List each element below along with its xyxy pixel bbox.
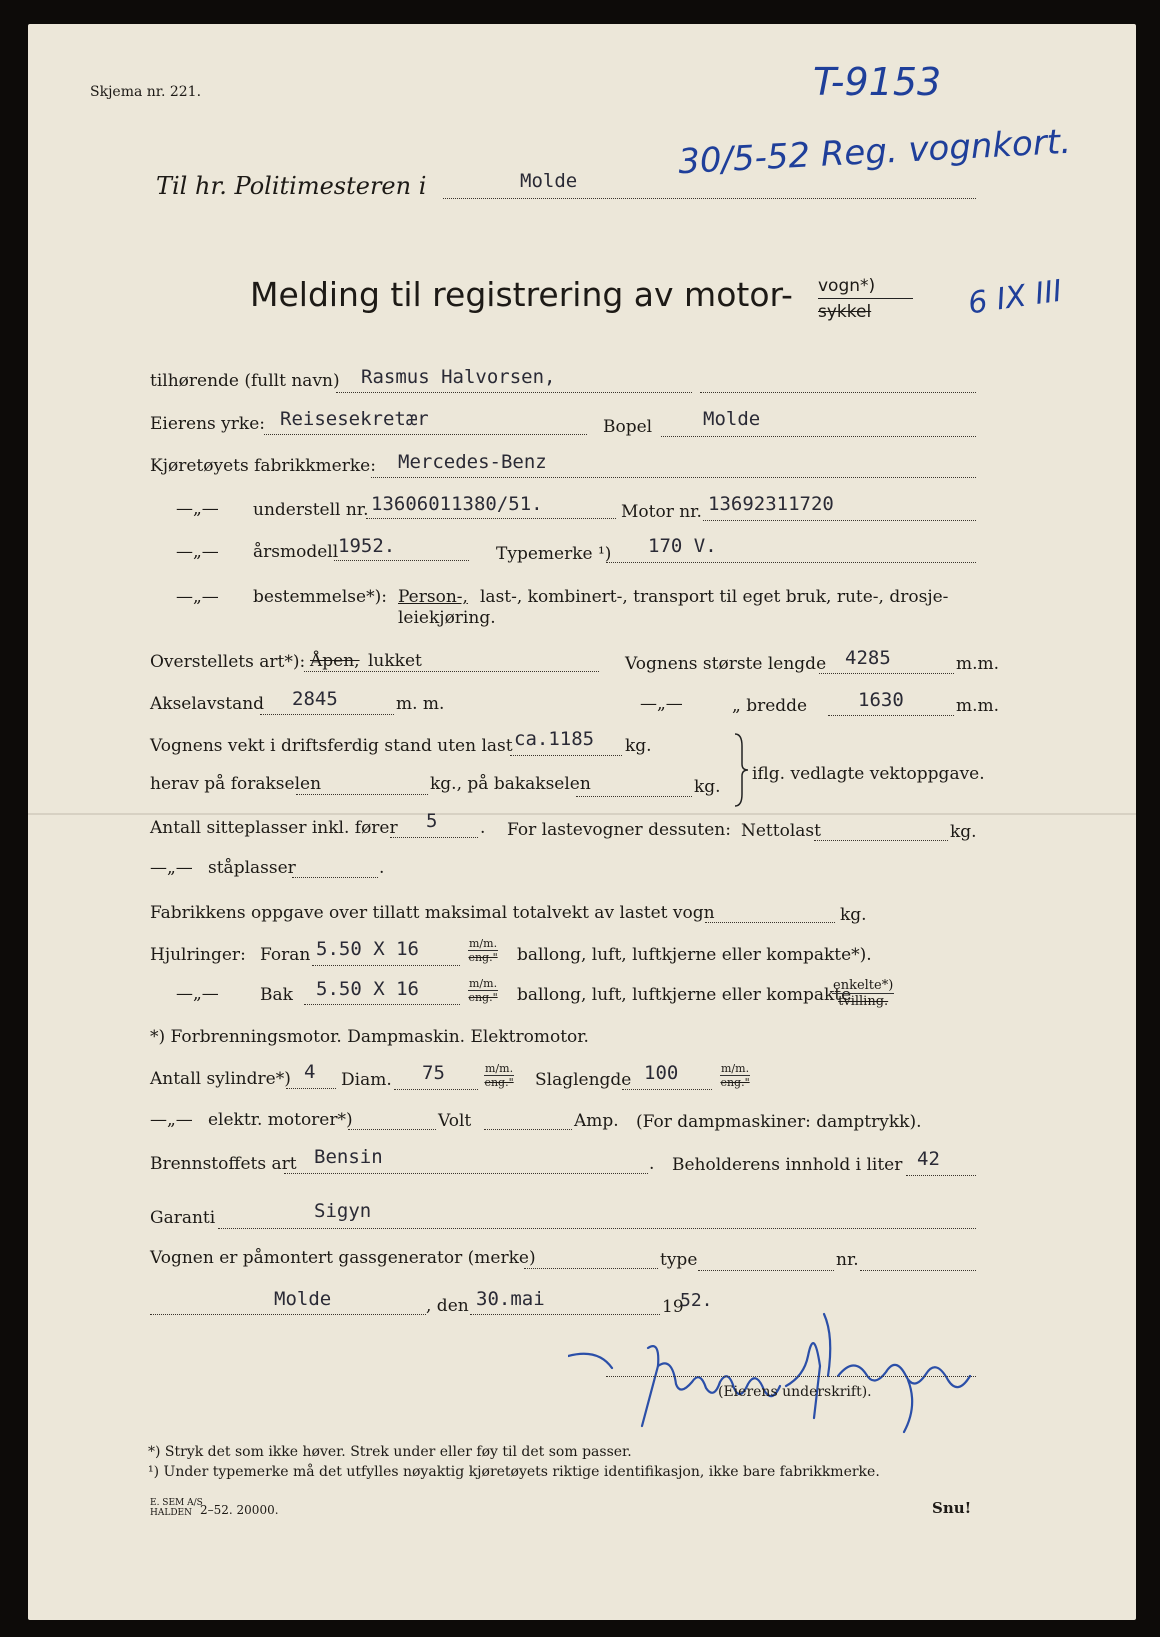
standing-line[interactable] [292,877,378,878]
tank-line [906,1175,976,1176]
weight-value[interactable]: ca.1185 [514,728,595,750]
cylinders-line [286,1088,336,1089]
occupation-line [264,434,587,435]
guarantee-value[interactable]: Sigyn [314,1200,372,1222]
turn-over: Snu! [932,1499,972,1517]
length-label: Vognens største lengde [625,654,827,674]
gasgen-label: Vognen er påmontert gassgenerator (merke) [150,1248,536,1268]
width-line [828,715,954,716]
amp-label: Amp. [574,1111,619,1131]
tyres-label: Hjulringer: [150,945,246,965]
owner-value[interactable]: Rasmus Halvorsen, [361,366,556,388]
wheelbase-label: Akselavstand [150,694,265,714]
netload-label: Nettolast [741,821,821,841]
chassis-line [366,518,616,519]
engine-types: *) Forbrenningsmotor. Dampmaskin. Elektromotor. [150,1027,589,1047]
addressee-label: Til hr. Politimesteren i [156,172,427,200]
place-value[interactable]: Molde [274,1288,332,1310]
guarantee-line [218,1228,976,1229]
gasgen-type-line[interactable] [698,1270,834,1271]
wheelbase-line [260,714,394,715]
volt-label: Volt [438,1111,472,1131]
width-value[interactable]: 1630 [858,689,904,711]
type-label: Typemerke ¹) [496,544,612,564]
form-sheet: Skjema nr. 221. T-9153 30/5-52 Reg. vognkort. 6 IX III Til hr. Politimesteren i Molde Melding til registrering av motor- vogn*) sykkel tilhørende (fullt navn) Rasmus Halvorsen, Eierens yrke: Reisesekretær Bopel Molde Kjøretøyets fabrikkmerke: Mercedes-Benz —„— understell nr. 13606011380/51. Motor nr. 13692311720 —„— årsmodell 1952. Typemerke ¹) 170 V. —„— bestemmelse*): Person-, last-, kombinert-, transport til eget bruk, rute-, drosje- leiekjøring. Overstellets art*): Åpen, lukket Vognens største lengde 4285 m.m. Akselavstand 2845 m. m. —„— „ bredde 1630 m.m. Vognens vekt i driftsferdig stand uten last ca.1185 kg. herav på forakselen kg., på bakakselen kg. iflg. vedlagte vektoppgave. Antall sitteplasser inkl. fører 5 . For lastevogner dessuten: Nettolast kg. —„— ståplasser . Fabrikkens oppgave over tillatt maksimal totalvekt av lastet vogn kg. Hjulringer: Foran 5.50 X 16 m/m. eng." ballong, luft, luftkjerne eller kompakte*). —„— Bak 5.50 X 16 m/m. eng." ballong, luft, luftkjerne eller kompakte enkelte*) tvilling. *) Forbrenningsmotor. Dampmaskin. Elektromotor. Antall sylindre*) 4 Diam. 75 m/m. eng." Slaglengde 100 m/m. eng." —„— elektr. motorer*) Volt Amp. (For dampmaskiner: damptrykk). Brennstoffets art Bensin . Beholderens innhold i liter 42 Garanti Sigyn Vognen er påmontert gassgenerator (merke) type nr. Molde , den 30.mai 19 52. (Eierens underskrift). *) Stryk det som ikke høver. Strek under eller føy til det som passer. ¹) Under typemerke må det utfylles nøyaktig kjøretøyets riktige identifikasjon, ikke bare fabrikkmerke. E. SEM A/S HALDEN 2–52. 20000. Snu! [28,24,1136,1620]
ditto-mark: —„— [176,499,219,519]
width-unit: m.m. [956,696,1000,716]
form-title: Melding til registrering av motor- [250,275,793,314]
year-suffix[interactable]: 52. [680,1290,713,1311]
tank-label: Beholderens innhold i liter [672,1155,903,1175]
stroke-value[interactable]: 100 [644,1062,679,1084]
body-label: Overstellets art*): [150,652,306,672]
front-axle-line[interactable] [296,794,428,795]
maxweight-line[interactable] [705,922,835,923]
cargo-label: For lastevogner dessuten: [507,820,731,840]
tyres-rear-desc: ballong, luft, luftkjerne eller kompakte [517,985,852,1005]
title-sykkel: sykkel [818,302,872,322]
body-value[interactable]: lukket [368,651,422,671]
fuel-value[interactable]: Bensin [314,1146,383,1168]
guarantee-label: Garanti [150,1208,216,1228]
length-unit: m.m. [956,654,1000,674]
rear-axle-unit: kg. [694,777,721,797]
weight-brace [732,732,750,808]
tyres-rear-mounting: enkelte*) tvilling. [833,978,894,1009]
tyres-rear-unit: m/m. eng." [468,977,498,1004]
steam-label: (For dampmaskiner: damptrykk). [636,1112,922,1132]
length-value[interactable]: 4285 [845,647,891,669]
footnote-1: *) Stryk det som ikke høver. Strek under eller føy til det som passer. [148,1444,632,1460]
registration-number-annotation: T-9153 [813,60,942,104]
weight-unit: kg. [625,736,652,756]
stroke-unit: m/m. eng." [720,1062,750,1089]
motor-value[interactable]: 13692311720 [708,493,834,515]
print-run: 2–52. 20000. [200,1503,279,1517]
year-line [334,560,469,561]
gasgen-nr-label: nr. [836,1250,859,1270]
owner-line [336,392,692,393]
tyres-rear-label: Bak [260,985,293,1005]
ditto-mark: —„— [176,587,219,607]
chassis-label: understell nr. [253,500,369,520]
occupation-value[interactable]: Reisesekretær [280,408,429,430]
ditto-mark: —„— [150,1110,193,1130]
schema-number: Skjema nr. 221. [90,84,202,100]
ditto-mark: —„— [640,694,683,714]
stroke-line [622,1089,712,1090]
gasgen-type-label: type [660,1250,698,1270]
ditto-mark: —„— [150,858,193,878]
tyres-front-desc: ballong, luft, luftkjerne eller kompakte*). [517,945,872,965]
owner-signature [568,1296,988,1436]
year-label: årsmodell [253,542,339,562]
tank-value[interactable]: 42 [917,1148,940,1170]
title-fraction-bar [818,298,913,299]
ditto-mark: —„— [176,542,219,562]
title-vogn: vogn*) [818,276,876,296]
residence-value[interactable]: Molde [703,408,761,430]
owner-label: tilhørende (fullt navn) [150,371,340,391]
make-label: Kjøretøyets fabrikkmerke: [150,456,376,476]
length-line [819,673,954,674]
cylinders-label: Antall sylindre*) [150,1069,291,1089]
diam-label: Diam. [341,1070,392,1090]
electric-label: elektr. motorer*) [208,1110,353,1130]
fuel-label: Brennstoffets art [150,1154,297,1174]
ditto-mark: —„— [176,984,219,1004]
purpose-line-2: leiekjøring. [398,608,496,628]
netload-unit: kg. [950,822,977,842]
rear-axle-line[interactable] [576,796,692,797]
addressee-city: Molde [520,170,578,192]
date-value[interactable]: 30.mai [476,1288,545,1310]
owner-line-2 [700,392,976,393]
addressee-line [443,198,976,199]
printer-city: HALDEN [150,1508,192,1518]
footnote-2: ¹) Under typemerke må det utfylles nøyaktig kjøretøyets riktige identifikasjon, ikke bare fabrikkmerke. [148,1464,880,1480]
type-line [606,562,976,563]
tyres-front-unit: m/m. eng." [468,937,498,964]
diam-value[interactable]: 75 [422,1062,445,1084]
residence-line [661,436,976,437]
make-line [371,477,976,478]
motor-label: Motor nr. [621,502,702,522]
fold-line [28,813,1136,815]
wheelbase-value[interactable]: 2845 [292,688,338,710]
margin-mark-annotation: 6 IX III [966,273,1065,322]
maxweight-label: Fabrikkens oppgave over tillatt maksimal totalvekt av lastet vogn [150,903,715,923]
year-value[interactable]: 1952. [338,535,396,557]
diam-unit: m/m. eng." [484,1062,514,1089]
tyres-front-line [312,965,460,966]
registration-note-annotation: 30/5-52 Reg. vognkort. [677,121,1072,183]
rear-axle-label: kg., på bakakselen [430,774,591,794]
width-label: „ bredde [732,696,808,716]
body-line [304,671,599,672]
printer-name: E. SEM A/S [150,1498,203,1508]
signature-caption: (Eierens underskrift). [718,1384,872,1400]
tyres-front-value[interactable]: 5.50 X 16 [316,938,419,960]
purpose-options: last-, kombinert-, transport til eget bruk, rute-, drosje- [480,587,949,607]
make-value[interactable]: Mercedes-Benz [398,451,547,473]
date-label: , den [426,1296,469,1316]
seats-value[interactable]: 5 [426,810,438,832]
diam-line [394,1089,478,1090]
occupation-label: Eierens yrke: [150,414,265,434]
stroke-label: Slaglengde [535,1070,632,1090]
purpose-person[interactable]: Person-, [398,587,468,607]
gasgen-line[interactable] [524,1268,658,1269]
tyres-rear-line [304,1004,460,1005]
year-prefix: 19 [662,1297,684,1317]
electric-line[interactable] [348,1129,436,1130]
type-value[interactable]: 170 V. [648,535,717,557]
purpose-label: bestemmelse*): [253,587,387,607]
weight-line [510,755,622,756]
fuel-line [284,1173,648,1174]
netload-line[interactable] [814,840,948,841]
signature-line [606,1376,976,1377]
cylinders-value[interactable]: 4 [304,1061,316,1083]
volt-line[interactable] [484,1129,572,1130]
front-axle-label: herav på forakselen [150,774,322,794]
standing-label: ståplasser [208,858,296,878]
tyres-rear-value[interactable]: 5.50 X 16 [316,978,419,1000]
residence-label: Bopel [603,417,653,437]
maxweight-unit: kg. [840,905,867,925]
tyres-front-label: Foran [260,945,311,965]
gasgen-nr-line[interactable] [860,1270,976,1271]
weight-label: Vognens vekt i driftsferdig stand uten last [150,736,513,756]
seats-label: Antall sitteplasser inkl. fører [150,818,398,838]
body-value-struck: Åpen, [310,651,360,671]
chassis-value[interactable]: 13606011380/51. [371,493,543,515]
seats-line [390,837,478,838]
weight-note: iflg. vedlagte vektoppgave. [752,764,985,784]
place-line [150,1314,426,1315]
wheelbase-unit: m. m. [396,694,445,714]
motor-line [703,520,976,521]
